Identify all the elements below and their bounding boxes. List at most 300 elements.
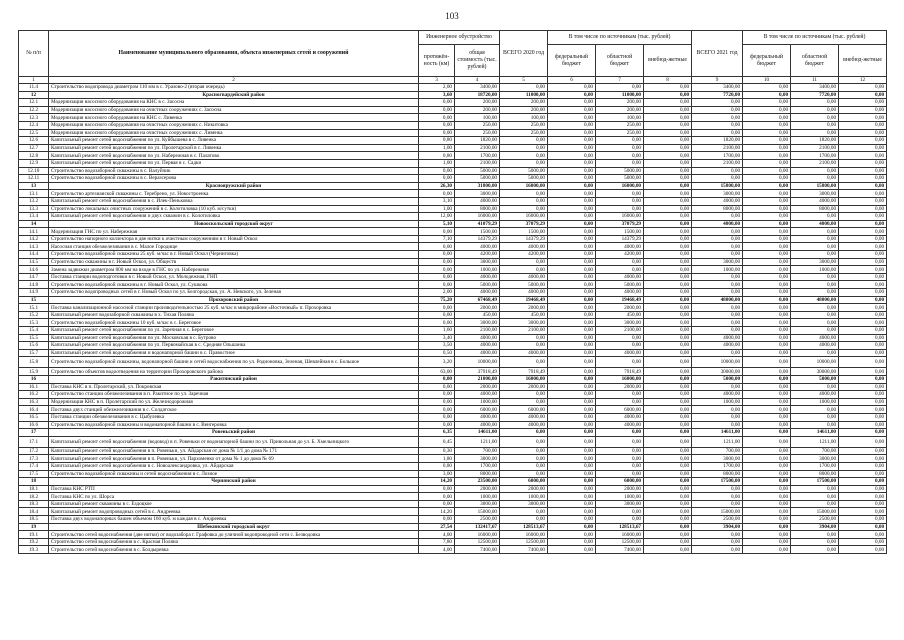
value-cell: 250,00 bbox=[455, 121, 500, 129]
value-cell: 250,00 bbox=[455, 129, 500, 137]
value-cell: 0,00 bbox=[596, 159, 644, 167]
value-cell: 0,00 bbox=[548, 455, 596, 463]
value-cell: 0,00 bbox=[500, 84, 548, 92]
value-cell: 0,00 bbox=[644, 121, 692, 129]
value-cell: 4000,00 bbox=[500, 421, 548, 429]
header-fed-2021: федеральный бюджет bbox=[743, 45, 791, 77]
table-row bbox=[19, 99, 887, 107]
object-name: Строительство объектов водоотведения на территории Прохоровского района bbox=[49, 368, 419, 376]
header-length: протяжён-ность (км) bbox=[419, 45, 455, 77]
header-engineering: Инженерное обустройство bbox=[419, 31, 500, 45]
value-cell: 2100,00 bbox=[791, 159, 839, 167]
row-number: 17.2 bbox=[19, 447, 49, 455]
value-cell: 0,00 bbox=[839, 516, 887, 524]
value-cell: 0,00 bbox=[743, 493, 791, 501]
value-cell: 0,00 bbox=[548, 266, 596, 274]
header-sources-2021: В том числе по источникам (тыс. рублей) bbox=[743, 31, 887, 45]
table-row bbox=[19, 462, 887, 470]
value-cell: 0,00 bbox=[839, 167, 887, 175]
value-cell: 4200,00 bbox=[500, 251, 548, 259]
object-name: Капитальный ремонт водозаборной скважины в х. Тихая Поляна bbox=[49, 311, 419, 319]
value-cell: 3400,00 bbox=[692, 84, 743, 92]
value-cell: 0,00 bbox=[500, 516, 548, 524]
value-cell: 0,00 bbox=[743, 455, 791, 463]
value-cell: 5000,00 bbox=[500, 281, 548, 289]
value-cell: 0,00 bbox=[644, 485, 692, 493]
value-cell: 0,00 bbox=[692, 213, 743, 221]
value-cell: 4000,00 bbox=[791, 391, 839, 399]
value-cell: 0,00 bbox=[839, 190, 887, 198]
value-cell: 0,00 bbox=[419, 413, 455, 421]
value-cell: 1820,00 bbox=[692, 137, 743, 145]
header-cost: общая стоимость (тыс. рублей) bbox=[455, 45, 500, 77]
value-cell: 0,00 bbox=[419, 114, 455, 122]
value-cell: 7400,00 bbox=[500, 546, 548, 554]
value-cell: 0,00 bbox=[644, 289, 692, 297]
value-cell: 1700,00 bbox=[692, 462, 743, 470]
section-row bbox=[19, 429, 887, 437]
value-cell: 100,00 bbox=[596, 114, 644, 122]
value-cell: 0,00 bbox=[839, 500, 887, 508]
object-name: Строительство водопровода диаметром 110 мм в с. Уразово-2 (вторая очередь) bbox=[49, 84, 419, 92]
value-cell: 4000,00 bbox=[500, 349, 548, 357]
value-cell: 4000,00 bbox=[692, 220, 743, 228]
value-cell: 0,00 bbox=[839, 129, 887, 137]
table-row bbox=[19, 106, 887, 114]
row-number: 15.6 bbox=[19, 342, 49, 350]
value-cell: 0,00 bbox=[839, 319, 887, 327]
header-vne-2021: внебюд-жетные bbox=[839, 45, 887, 77]
value-cell: 0,00 bbox=[548, 485, 596, 493]
value-cell: 0,00 bbox=[644, 144, 692, 152]
table-row bbox=[19, 406, 887, 414]
value-cell: 14611,00 bbox=[692, 429, 743, 437]
object-name: Поставка станции обезжелезивания в с. Цыбулевка bbox=[49, 413, 419, 421]
value-cell: 0,00 bbox=[548, 375, 596, 383]
value-cell: 0,00 bbox=[839, 421, 887, 429]
value-cell: 0,00 bbox=[743, 398, 791, 406]
value-cell: 4000,00 bbox=[596, 349, 644, 357]
value-cell: 0,00 bbox=[791, 319, 839, 327]
section-row bbox=[19, 296, 887, 304]
object-name: Модернизация ГНС по ул. Набережная bbox=[49, 228, 419, 236]
value-cell: 0,00 bbox=[548, 319, 596, 327]
value-cell: 15000,00 bbox=[791, 508, 839, 516]
value-cell: 0,00 bbox=[548, 493, 596, 501]
value-cell: 0,00 bbox=[644, 470, 692, 478]
value-cell: 16000,00 bbox=[455, 213, 500, 221]
section-row bbox=[19, 375, 887, 383]
value-cell: 3000,00 bbox=[455, 500, 500, 508]
value-cell: 0,00 bbox=[839, 243, 887, 251]
table-row bbox=[19, 368, 887, 376]
value-cell: 100,00 bbox=[455, 114, 500, 122]
col-index: 3 bbox=[419, 77, 455, 84]
value-cell: 0,00 bbox=[500, 334, 548, 342]
row-number: 16.4 bbox=[19, 406, 49, 414]
object-name: Модернизация насосного оборудования на очистных сооружениях с. Никитовка bbox=[49, 121, 419, 129]
value-cell: 0,00 bbox=[419, 406, 455, 414]
value-cell: 0,30 bbox=[419, 447, 455, 455]
value-cell: 0,00 bbox=[419, 398, 455, 406]
value-cell: 5,10 bbox=[419, 220, 455, 228]
value-cell: 17500,00 bbox=[692, 478, 743, 486]
value-cell: 0,00 bbox=[692, 485, 743, 493]
value-cell: 1500,00 bbox=[500, 228, 548, 236]
value-cell: 0,00 bbox=[791, 304, 839, 312]
value-cell: 0,00 bbox=[791, 281, 839, 289]
value-cell: 0,00 bbox=[692, 121, 743, 129]
value-cell: 0,00 bbox=[596, 205, 644, 213]
value-cell: 14379,29 bbox=[596, 235, 644, 243]
value-cell: 0,00 bbox=[791, 531, 839, 539]
value-cell: 4000,00 bbox=[455, 197, 500, 205]
value-cell: 3000,00 bbox=[692, 455, 743, 463]
table-row bbox=[19, 327, 887, 335]
value-cell: 75,20 bbox=[419, 296, 455, 304]
value-cell: 4000,00 bbox=[500, 413, 548, 421]
value-cell: 0,00 bbox=[839, 413, 887, 421]
value-cell: 1820,00 bbox=[791, 137, 839, 145]
value-cell: 0,00 bbox=[743, 462, 791, 470]
value-cell: 3000,00 bbox=[500, 500, 548, 508]
value-cell: 8000,00 bbox=[692, 470, 743, 478]
value-cell: 0,00 bbox=[791, 121, 839, 129]
value-cell: 0,00 bbox=[548, 546, 596, 554]
value-cell: 0,00 bbox=[743, 413, 791, 421]
value-cell: 0,00 bbox=[743, 159, 791, 167]
value-cell: 0,00 bbox=[692, 304, 743, 312]
object-name: Капитальный ремонт сетей водоснабжения по ул. Пролетарской в с. Ливенка bbox=[49, 144, 419, 152]
value-cell: 0,00 bbox=[644, 129, 692, 137]
value-cell: 0,00 bbox=[839, 455, 887, 463]
value-cell: 0,00 bbox=[419, 129, 455, 137]
value-cell: 4000,00 bbox=[692, 197, 743, 205]
section-title: Красногвардейский район bbox=[49, 91, 419, 99]
value-cell: 0,00 bbox=[419, 243, 455, 251]
table-row bbox=[19, 258, 887, 266]
value-cell: 0,00 bbox=[743, 531, 791, 539]
object-name: Строительство водозаборной скважины и сетей водоснабжения в с. Лозное bbox=[49, 470, 419, 478]
value-cell: 0,00 bbox=[500, 144, 548, 152]
value-cell: 4000,00 bbox=[596, 273, 644, 281]
value-cell: 100,00 bbox=[500, 114, 548, 122]
value-cell: 0,00 bbox=[743, 99, 791, 107]
value-cell: 0,00 bbox=[548, 391, 596, 399]
table-row bbox=[19, 167, 887, 175]
value-cell: 0,00 bbox=[743, 447, 791, 455]
value-cell: 15800,00 bbox=[692, 182, 743, 190]
row-number: 17.4 bbox=[19, 462, 49, 470]
row-number: 13.2 bbox=[19, 197, 49, 205]
object-name: Капитальный ремонт сетей водоснабжения по ул. Первомайская в с. Средняя Ольшанка bbox=[49, 342, 419, 350]
row-number: 19.3 bbox=[19, 546, 49, 554]
value-cell: 1000,00 bbox=[455, 398, 500, 406]
value-cell: 0,00 bbox=[644, 152, 692, 160]
object-name: Строительство сетей водоснабжения в с. Болдыревка bbox=[49, 546, 419, 554]
value-cell: 0,00 bbox=[500, 436, 548, 447]
value-cell: 0,00 bbox=[419, 319, 455, 327]
value-cell: 4000,00 bbox=[791, 197, 839, 205]
value-cell: 4000,00 bbox=[500, 289, 548, 297]
object-name: Капитальный ремонт сетей водоснабжения (водовод) в п. Ровеньки от водонапорной башни по ул. Привольная до ул. Б. Хмельницкого bbox=[49, 436, 419, 447]
value-cell: 23500,00 bbox=[455, 478, 500, 486]
value-cell: 0,00 bbox=[644, 327, 692, 335]
value-cell: 700,00 bbox=[692, 447, 743, 455]
value-cell: 0,00 bbox=[644, 546, 692, 554]
value-cell: 3000,00 bbox=[791, 455, 839, 463]
value-cell: 0,00 bbox=[839, 281, 887, 289]
value-cell: 0,00 bbox=[644, 296, 692, 304]
value-cell: 0,00 bbox=[743, 546, 791, 554]
value-cell: 0,00 bbox=[839, 447, 887, 455]
object-name: Капитальный ремонт сетей водоснабжения по ул. Первая в с. Садки bbox=[49, 159, 419, 167]
value-cell: 0,00 bbox=[839, 220, 887, 228]
row-number: 18 bbox=[19, 478, 49, 486]
value-cell: 3000,00 bbox=[692, 258, 743, 266]
row-number: 13.3 bbox=[19, 205, 49, 213]
table-row bbox=[19, 213, 887, 221]
value-cell: 3,60 bbox=[419, 91, 455, 99]
value-cell: 8000,00 bbox=[455, 205, 500, 213]
value-cell: 0,00 bbox=[791, 99, 839, 107]
value-cell: 3,40 bbox=[419, 334, 455, 342]
row-number: 13 bbox=[19, 182, 49, 190]
value-cell: 0,00 bbox=[692, 319, 743, 327]
value-cell: 0,00 bbox=[839, 258, 887, 266]
value-cell: 4000,00 bbox=[791, 342, 839, 350]
value-cell: 2000,00 bbox=[596, 383, 644, 391]
value-cell: 3,50 bbox=[419, 342, 455, 350]
value-cell: 4,00 bbox=[419, 546, 455, 554]
value-cell: 0,00 bbox=[548, 421, 596, 429]
value-cell: 0,00 bbox=[743, 538, 791, 546]
table-row bbox=[19, 455, 887, 463]
value-cell: 0,00 bbox=[548, 91, 596, 99]
value-cell: 0,00 bbox=[548, 137, 596, 145]
value-cell: 0,00 bbox=[419, 485, 455, 493]
value-cell: 0,00 bbox=[548, 121, 596, 129]
value-cell: 0,00 bbox=[692, 175, 743, 183]
value-cell: 21000,00 bbox=[455, 375, 500, 383]
object-name: Поставка КНС в п. Пролетарский, ул. Покровская bbox=[49, 383, 419, 391]
value-cell: 0,00 bbox=[743, 91, 791, 99]
value-cell: 0,00 bbox=[596, 334, 644, 342]
value-cell: 4000,00 bbox=[791, 334, 839, 342]
value-cell: 0,00 bbox=[743, 289, 791, 297]
value-cell: 0,00 bbox=[644, 182, 692, 190]
value-cell: 10000,00 bbox=[791, 357, 839, 368]
value-cell: 1500,00 bbox=[455, 228, 500, 236]
value-cell: 0,00 bbox=[692, 531, 743, 539]
value-cell: 10000,00 bbox=[692, 357, 743, 368]
table-row bbox=[19, 175, 887, 183]
value-cell: 0,00 bbox=[692, 289, 743, 297]
row-number: 14.4 bbox=[19, 251, 49, 259]
table-row bbox=[19, 391, 887, 399]
object-name: Капитальный ремонт сетей водоснабжения в с. Новоалександровка, ул. Айдарская bbox=[49, 462, 419, 470]
value-cell: 0,00 bbox=[548, 447, 596, 455]
value-cell: 0,00 bbox=[419, 493, 455, 501]
row-number: 19.1 bbox=[19, 531, 49, 539]
value-cell: 0,00 bbox=[791, 383, 839, 391]
value-cell: 0,00 bbox=[692, 327, 743, 335]
row-number: 14.9 bbox=[19, 289, 49, 297]
value-cell: 0,00 bbox=[839, 531, 887, 539]
value-cell: 0,00 bbox=[839, 114, 887, 122]
value-cell: 0,00 bbox=[791, 413, 839, 421]
value-cell: 0,00 bbox=[419, 391, 455, 399]
value-cell: 4000,00 bbox=[455, 349, 500, 357]
value-cell: 1,00 bbox=[419, 205, 455, 213]
row-number: 16.1 bbox=[19, 383, 49, 391]
value-cell: 1700,00 bbox=[791, 462, 839, 470]
value-cell: 12500,00 bbox=[455, 538, 500, 546]
value-cell: 0,00 bbox=[692, 235, 743, 243]
value-cell: 0,00 bbox=[743, 228, 791, 236]
value-cell: 5000,00 bbox=[455, 167, 500, 175]
value-cell: 0,00 bbox=[743, 190, 791, 198]
value-cell: 0,00 bbox=[743, 349, 791, 357]
table-body bbox=[19, 84, 887, 554]
value-cell: 250,00 bbox=[596, 121, 644, 129]
value-cell: 0,00 bbox=[548, 538, 596, 546]
table-row bbox=[19, 289, 887, 297]
value-cell: 0,00 bbox=[548, 129, 596, 137]
value-cell: 200,00 bbox=[455, 99, 500, 107]
value-cell: 0,00 bbox=[692, 129, 743, 137]
value-cell: 0,00 bbox=[596, 436, 644, 447]
value-cell: 14611,00 bbox=[791, 429, 839, 437]
row-number: 16.6 bbox=[19, 421, 49, 429]
value-cell: 7918,49 bbox=[500, 368, 548, 376]
object-name: Модернизация насосного оборудования на очистных сооружениях с. Засосна bbox=[49, 106, 419, 114]
value-cell: 0,00 bbox=[644, 114, 692, 122]
table-row bbox=[19, 538, 887, 546]
value-cell: 3000,00 bbox=[596, 319, 644, 327]
value-cell: 0,00 bbox=[644, 190, 692, 198]
value-cell: 0,00 bbox=[596, 398, 644, 406]
value-cell: 0,00 bbox=[791, 213, 839, 221]
value-cell: 0,00 bbox=[743, 368, 791, 376]
value-cell: 0,00 bbox=[596, 266, 644, 274]
value-cell: 0,00 bbox=[692, 493, 743, 501]
section-row bbox=[19, 182, 887, 190]
object-name: Поставка двух станций обезжелезивания в с. Солдатское bbox=[49, 406, 419, 414]
object-name: Капитальный ремонт сетей водоснабжения по ул. Куйбышева в с. Ливенка bbox=[49, 137, 419, 145]
row-number: 12.3 bbox=[19, 114, 49, 122]
row-number: 14.3 bbox=[19, 243, 49, 251]
value-cell: 0,00 bbox=[743, 500, 791, 508]
value-cell: 0,00 bbox=[839, 304, 887, 312]
value-cell: 0,00 bbox=[644, 251, 692, 259]
value-cell: 0,00 bbox=[644, 243, 692, 251]
value-cell: 0,00 bbox=[596, 508, 644, 516]
row-number: 14 bbox=[19, 220, 49, 228]
value-cell: 0,00 bbox=[548, 357, 596, 368]
value-cell: 0,00 bbox=[419, 175, 455, 183]
value-cell: 0,00 bbox=[419, 106, 455, 114]
value-cell: 10000,00 bbox=[455, 357, 500, 368]
row-number: 19 bbox=[19, 523, 49, 531]
value-cell: 0,00 bbox=[839, 357, 887, 368]
value-cell: 0,00 bbox=[839, 213, 887, 221]
value-cell: 0,00 bbox=[548, 220, 596, 228]
row-number: 14.1 bbox=[19, 228, 49, 236]
value-cell: 200,00 bbox=[455, 106, 500, 114]
row-number: 17.3 bbox=[19, 455, 49, 463]
value-cell: 2000,00 bbox=[500, 383, 548, 391]
value-cell: 200,00 bbox=[500, 99, 548, 107]
value-cell: 16000,00 bbox=[500, 375, 548, 383]
header-total-2020: ВСЕГО 2020 год bbox=[500, 31, 548, 77]
value-cell: 4000,00 bbox=[455, 243, 500, 251]
value-cell: 0,00 bbox=[548, 508, 596, 516]
value-cell: 0,00 bbox=[839, 391, 887, 399]
value-cell: 14611,00 bbox=[455, 429, 500, 437]
value-cell: 0,00 bbox=[419, 500, 455, 508]
value-cell: 2000,00 bbox=[596, 304, 644, 312]
value-cell: 0,00 bbox=[644, 213, 692, 221]
value-cell: 4000,00 bbox=[455, 391, 500, 399]
value-cell: 2000,00 bbox=[455, 304, 500, 312]
value-cell: 0,00 bbox=[548, 304, 596, 312]
value-cell: 1000,00 bbox=[455, 493, 500, 501]
value-cell: 0,00 bbox=[791, 546, 839, 554]
header-num: № п/п bbox=[19, 31, 49, 77]
value-cell: 3000,00 bbox=[791, 258, 839, 266]
value-cell: 0,00 bbox=[791, 235, 839, 243]
value-cell: 0,00 bbox=[596, 391, 644, 399]
value-cell: 0,00 bbox=[596, 429, 644, 437]
table-row bbox=[19, 493, 887, 501]
value-cell: 0,00 bbox=[419, 516, 455, 524]
value-cell: 0,00 bbox=[644, 508, 692, 516]
value-cell: 11000,00 bbox=[596, 91, 644, 99]
table-row bbox=[19, 398, 887, 406]
table-row bbox=[19, 197, 887, 205]
value-cell: 0,00 bbox=[743, 516, 791, 524]
value-cell: 0,00 bbox=[548, 406, 596, 414]
value-cell: 0,00 bbox=[743, 342, 791, 350]
value-cell: 0,00 bbox=[548, 281, 596, 289]
table-row bbox=[19, 508, 887, 516]
value-cell: 0,00 bbox=[743, 523, 791, 531]
value-cell: 0,00 bbox=[548, 213, 596, 221]
value-cell: 6000,00 bbox=[455, 406, 500, 414]
value-cell: 0,00 bbox=[743, 243, 791, 251]
value-cell: 0,00 bbox=[839, 383, 887, 391]
value-cell: 0,00 bbox=[500, 197, 548, 205]
value-cell: 0,00 bbox=[839, 470, 887, 478]
table-row bbox=[19, 447, 887, 455]
value-cell: 0,00 bbox=[644, 413, 692, 421]
value-cell: 0,80 bbox=[419, 137, 455, 145]
value-cell: 700,00 bbox=[791, 447, 839, 455]
value-cell: 30000,00 bbox=[791, 368, 839, 376]
object-name: Поставка канализационной насосной станции производительностью 25 куб. м/час в микрорайоне «Восточный» п. Прохоровка bbox=[49, 304, 419, 312]
value-cell: 41079,29 bbox=[455, 220, 500, 228]
value-cell: 0,00 bbox=[500, 398, 548, 406]
table-row bbox=[19, 243, 887, 251]
row-number: 12.1 bbox=[19, 99, 49, 107]
table-row bbox=[19, 159, 887, 167]
row-number: 12.8 bbox=[19, 152, 49, 160]
table-row bbox=[19, 421, 887, 429]
value-cell: 1,60 bbox=[419, 327, 455, 335]
value-cell: 7720,00 bbox=[692, 91, 743, 99]
value-cell: 26,30 bbox=[419, 182, 455, 190]
